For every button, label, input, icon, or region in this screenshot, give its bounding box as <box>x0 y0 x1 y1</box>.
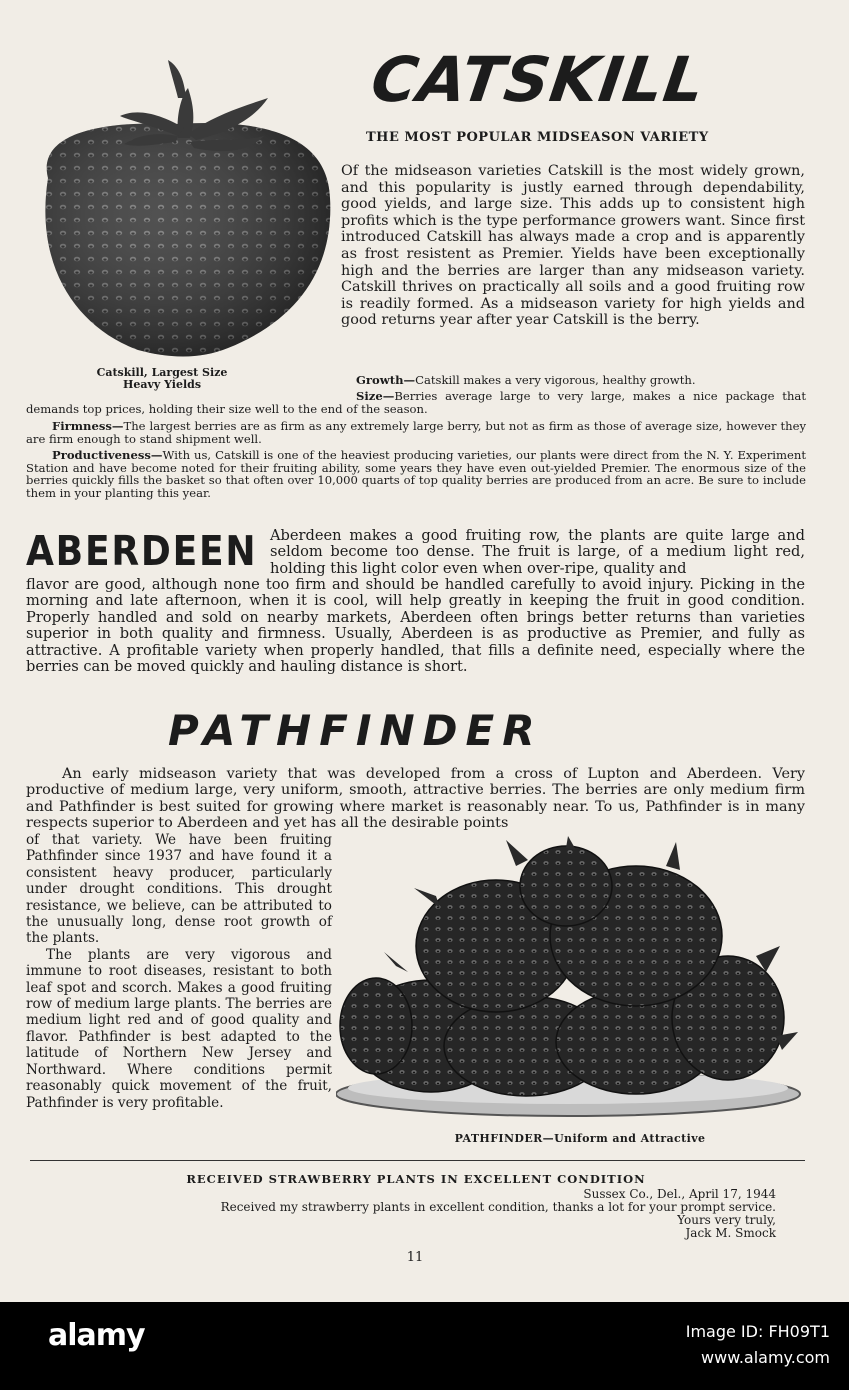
catskill-title: CATSKILL <box>366 43 710 116</box>
pathfinder-title: PATHFINDER <box>168 706 543 755</box>
catskill-strawberry-image <box>28 58 334 360</box>
pathfinder-image-caption: PATHFINDER—Uniform and Attractive <box>454 1132 706 1145</box>
aberdeen-title: ABERDEEN <box>26 527 258 575</box>
aberdeen-text-main: flavor are good, although none too firm and should be handled carefully to avoid injury. Picking in the morning and late afternoon, when it is cool, will help greatly in keeping the fruit in good condition. Properly handled and sold on nearby markets, Aberdeen often brings better returns than varieties superior in both quality and firmness. Usually, Aberdeen is as productive as Premier, and fully as attractive. A profitable variety when properly handled, that fills a definite need, especially where the berries can be moved quickly and hauling distance is short. <box>26 576 805 676</box>
pathfinder-text-top: An early midseason variety that was developed from a cross of Lupton and Aberdeen. Very productive of medium large, very uniform, smooth, attractive berries. The berries are only medium firm and Pathfinder is best suited for growing where market is reasonably near. To us, Pathfinder is in many respects superior to Aberdeen and yet has all the desirable points <box>26 766 805 832</box>
catskill-firmness-paragraph <box>26 420 806 445</box>
firmness-text: The largest berries are as firm as any extremely large berry, but not as firm as those of average size, however they are firm enough to stand shipment well. <box>26 419 806 446</box>
testimonial-closing: Yours very truly, <box>677 1213 776 1227</box>
catskill-productiveness-paragraph <box>26 449 806 499</box>
pathfinder-col-para-1: of that variety. We have been fruiting Pathfinder since 1937 and have found it a consistent heavy producer, particularly under drought conditions. This drought resistance, we believe, can be attributed to the unusually long, dense root growth of the plants. <box>26 832 332 947</box>
catskill-growth-paragraph <box>356 374 806 387</box>
image-id-label: Image ID: FH09T1 <box>685 1322 830 1341</box>
firmness-lead: Firmness— <box>52 419 124 433</box>
testimonial-signature: Jack M. Smock <box>685 1226 776 1240</box>
brand-logo: alamy <box>48 1318 145 1353</box>
testimonial-body: Received my strawberry plants in excellent condition, thanks a lot for your prompt service. <box>220 1200 776 1214</box>
catskill-intro-text: Of the midseason varieties Catskill is the most widely grown, and this popularity is justly earned through dependability, good yields, and large size. This adds up to consistent high profits which is the type performance growers want. Since first introduced Catskill has always made a crop and is apparently as frost resistent as Premier. Yields have been exceptionally high and the berries are larger than any midseason variety. Catskill thrives on practically all soils and a good fruiting row is readily formed. As a midseason variety for high yields and good returns year after year Catskill is the berry. <box>341 163 805 329</box>
growth-lead: Growth— <box>356 373 416 387</box>
testimonial-date: Sussex Co., Del., April 17, 1944 <box>583 1187 776 1201</box>
size-lead: Size— <box>356 389 395 403</box>
growth-text: Catskill makes a very vigorous, healthy growth. <box>415 373 696 387</box>
productiveness-text: With us, Catskill is one of the heaviest producing varieties, our plants were direct from the N. Y. Experiment Station and have become noted for their fruiting ability, some years they have even out-yielded Premier. The enormous size of the berries quickly fills the basket so that often over 10,000 quarts of top quality berries are produced from an acre. Be sure to include them in your planting this year. <box>26 448 806 500</box>
site-url: www.alamy.com <box>701 1348 830 1367</box>
catskill-subtitle: THE MOST POPULAR MIDSEASON VARIETY <box>366 130 709 145</box>
catskill-size-paragraph <box>26 390 806 415</box>
aberdeen-text-top: Aberdeen makes a good fruiting row, the plants are quite large and seldom become too dense. The fruit is large, of a medium light red, holding this light color even when over-ripe, quality and <box>270 527 805 577</box>
pathfinder-col-para-2: The plants are very vigorous and immune to root diseases, resistant to both leaf spot and scorch. Makes a good fruiting row of medium large plants. The berries are medium light red and of good quality and flavor. Pathfinder is best adapted to the latitude of Northern New Jersey and Northward. Where conditions permit reasonably quick movement of the fruit, Pathfinder is very profitable. <box>26 946 332 1111</box>
catskill-image-caption <box>60 367 264 391</box>
pathfinder-text-column <box>26 832 332 1111</box>
page-number: 11 <box>406 1250 424 1265</box>
testimonial-heading: RECEIVED STRAWBERRY PLANTS IN EXCELLENT CONDITION <box>186 1172 646 1186</box>
catskill-caption-line-2: Heavy Yields <box>122 378 202 391</box>
stock-footer-bar <box>0 1302 849 1390</box>
catskill-caption-line-1: Catskill, Largest Size <box>96 366 228 379</box>
pathfinder-berries-image <box>336 836 802 1122</box>
section-divider <box>30 1160 805 1161</box>
productiveness-lead: Productiveness— <box>52 448 163 462</box>
size-text: Berries average large to very large, makes a nice package that demands top prices, holding their size well to the end of the season. <box>26 389 806 416</box>
